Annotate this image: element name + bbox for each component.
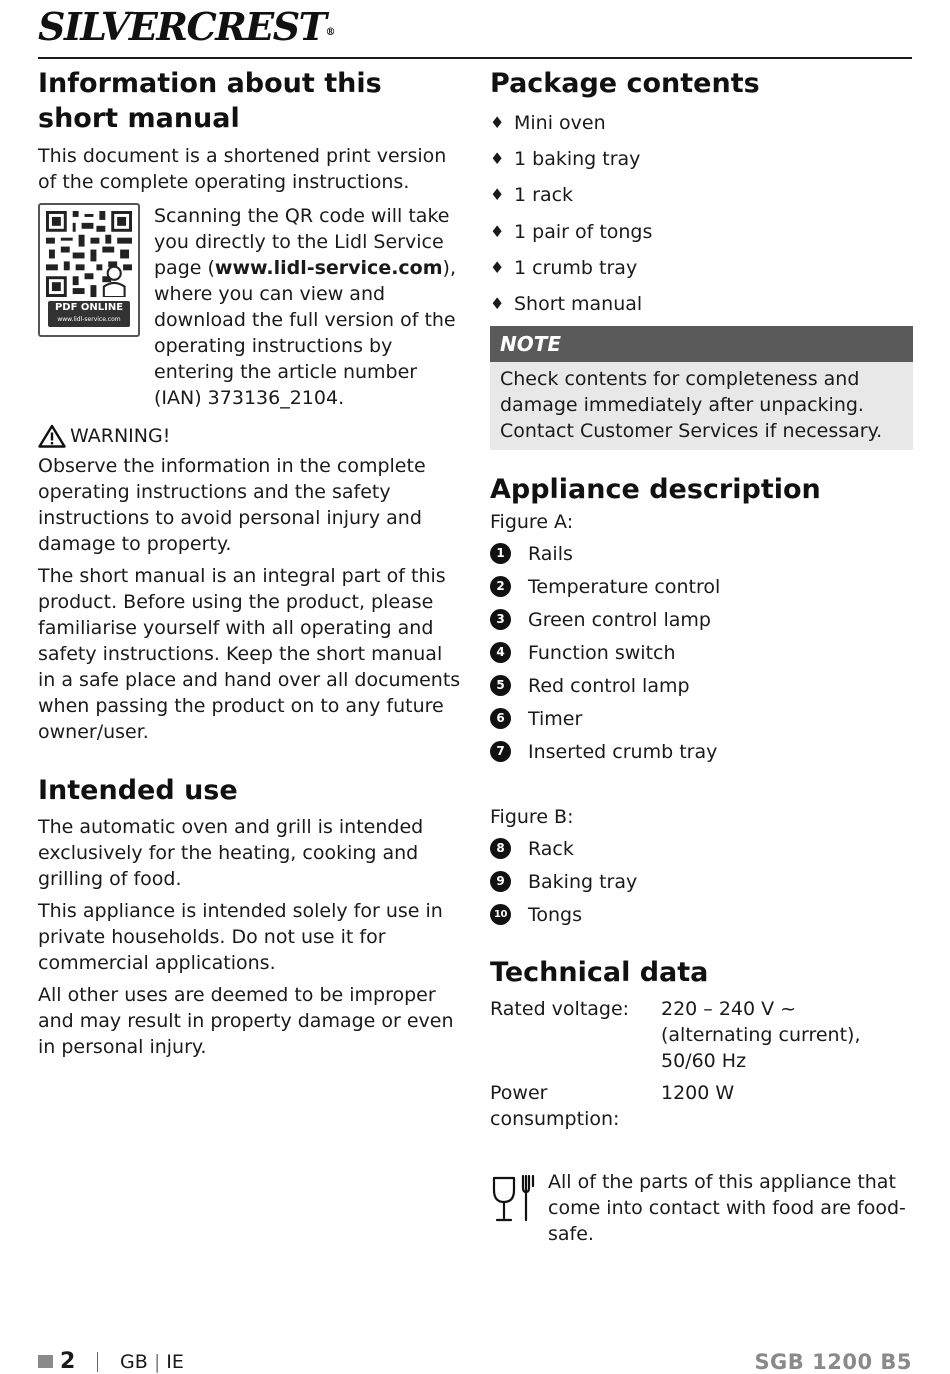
technical-heading: Technical data — [490, 957, 709, 989]
pdf-online-label: PDF ONLINE www.lidl-service.com — [48, 301, 130, 327]
list-item: 9 Baking tray — [490, 865, 913, 898]
food-safe-note — [490, 1172, 913, 1247]
number-badge: 6 — [490, 708, 511, 729]
diamond-bullet-icon: ♦ — [490, 149, 505, 169]
list-item: 4 Function switch — [490, 636, 913, 669]
qr-section — [38, 203, 462, 411]
list-item: ♦ 1 rack — [490, 184, 574, 207]
lidl-service-link[interactable]: www.lidl-service.com — [214, 257, 443, 279]
number-badge: 9 — [490, 871, 511, 892]
language-codes: GB | IE — [120, 1351, 184, 1373]
number-badge: 4 — [490, 642, 511, 663]
integral-text: The short manual is an integral part of this product. Before using the product, please familiarise yourself with all operating and safety instructions. Keep the short manual in a safe place and hand over all documents when passing the product on to any future owner/user. — [38, 565, 461, 743]
intended-use-p3: All other uses are deemed to be improper and may result in property damage or even in personal injury. — [38, 984, 454, 1058]
qr-description: Scanning the QR code will take you directly to the Lidl Service page (www.lidl-service.com), where you can view and download the full version of the operating instructions by entering the article number (IAN) 373136_2104. — [154, 205, 456, 409]
number-badge: 1 — [490, 543, 511, 564]
power-label: Power consumption: — [490, 1082, 620, 1131]
warning-icon — [38, 424, 66, 448]
voltage-label: Rated voltage: — [490, 998, 630, 1021]
footer-square-icon — [38, 1355, 53, 1368]
intended-use-p1: The automatic oven and grill is intended exclusively for the heating, cooking and grilling of food. — [38, 816, 424, 890]
note-heading: NOTE — [490, 326, 913, 362]
list-item: 1 Rails — [490, 537, 913, 570]
list-item: 10 Tongs — [490, 898, 913, 931]
model-number: SGB 1200 B5 — [754, 1350, 912, 1374]
number-badge: 7 — [490, 741, 511, 762]
voltage-value: 220 – 240 V ~ (alternating current), 50/60 Hz — [661, 998, 861, 1073]
appliance-heading: Appliance description — [490, 474, 821, 506]
left-column — [38, 66, 462, 1060]
package-heading: Package contents — [490, 68, 760, 99]
number-badge: 5 — [490, 675, 511, 696]
figure-a-list — [490, 537, 913, 768]
right-column — [490, 66, 913, 1247]
header-rule — [38, 57, 912, 59]
power-row — [490, 1080, 913, 1132]
food-safe-text: All of the parts of this appliance that come into contact with food are food-safe. — [548, 1171, 906, 1246]
intended-use-p2: This appliance is intended solely for use in private households. Do not use it for commercial applications. — [38, 900, 443, 974]
number-badge: 3 — [490, 609, 511, 630]
qr-code-icon — [46, 211, 132, 297]
list-item: 5 Red control lamp — [490, 669, 913, 702]
note-text: Check contents for completeness and damage immediately after unpacking. Contact Customer Services if necessary. — [490, 362, 913, 450]
list-item: ♦ 1 pair of tongs — [490, 220, 653, 243]
footer-divider — [97, 1352, 98, 1372]
list-item: 7 Inserted crumb tray — [490, 735, 913, 768]
voltage-row — [490, 996, 913, 1074]
figure-b-list — [490, 832, 913, 931]
list-item: 6 Timer — [490, 702, 913, 735]
figure-b-label: Figure B: — [490, 806, 574, 829]
list-item: 2 Temperature control — [490, 570, 913, 603]
list-item: ♦ Short manual — [490, 293, 643, 316]
number-badge: 8 — [490, 838, 511, 859]
list-item: ♦ 1 baking tray — [490, 148, 641, 171]
number-badge: 2 — [490, 576, 511, 597]
page-number: 2 — [60, 1349, 76, 1374]
warning-text: Observe the information in the complete operating instructions and the safety instructions to avoid personal injury and damage to property. — [38, 455, 426, 555]
page-footer — [38, 1348, 912, 1374]
list-item: 8 Rack — [490, 832, 913, 865]
list-item: ♦ Mini oven — [490, 112, 606, 135]
number-badge: 10 — [490, 904, 511, 925]
info-intro: This document is a shortened print version of the complete operating instructions. — [38, 145, 447, 193]
package-list — [490, 105, 913, 322]
diamond-bullet-icon: ♦ — [490, 294, 505, 314]
list-item: ♦ 1 crumb tray — [490, 256, 638, 279]
intended-use-heading: Intended use — [38, 775, 238, 806]
brand-logo: SILVERCREST® — [38, 4, 336, 49]
diamond-bullet-icon: ♦ — [490, 257, 505, 277]
note-box — [490, 326, 913, 450]
food-safe-icon — [490, 1172, 536, 1224]
info-heading: Information about this short manual — [38, 68, 382, 134]
list-item: 3 Green control lamp — [490, 603, 913, 636]
diamond-bullet-icon: ♦ — [490, 113, 505, 133]
diamond-bullet-icon: ♦ — [490, 221, 505, 241]
diamond-bullet-icon: ♦ — [490, 185, 505, 205]
power-value: 1200 W — [661, 1082, 735, 1105]
qr-code-box[interactable] — [38, 203, 140, 337]
figure-a-label: Figure A: — [490, 511, 574, 534]
warning-label: WARNING! — [38, 423, 462, 449]
